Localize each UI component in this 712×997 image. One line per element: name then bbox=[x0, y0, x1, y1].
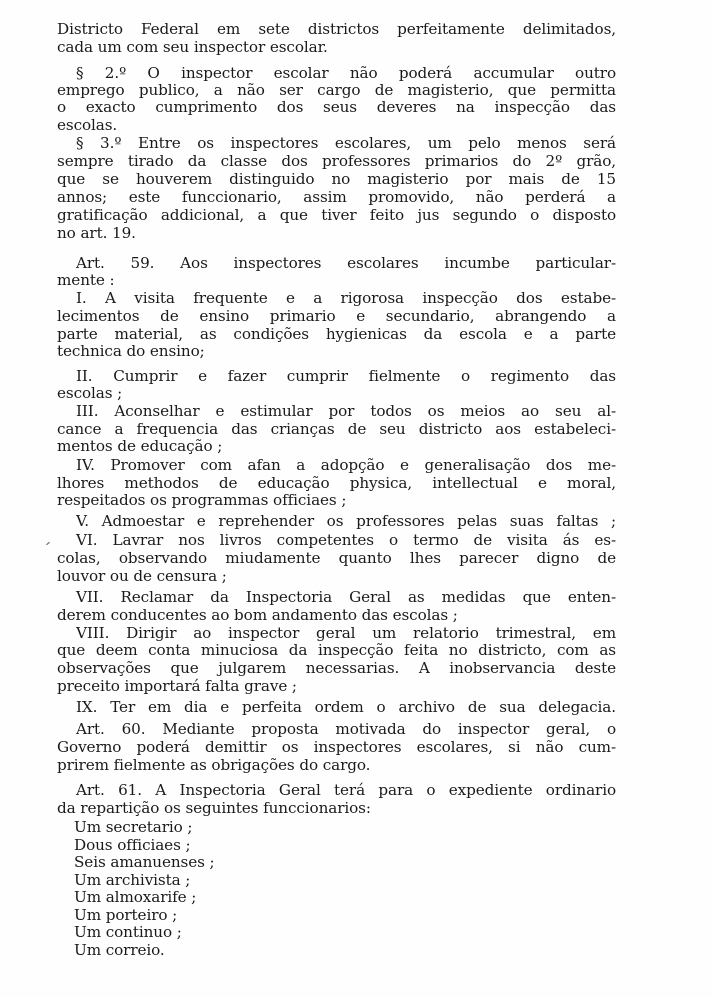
staff-list-item: Um almoxarife ; bbox=[74, 888, 197, 906]
text-line: Governo poderá demittir os inspectores escolares, si não cum- bbox=[57, 738, 616, 756]
staff-list-item: Um correio. bbox=[74, 940, 165, 959]
text-line: escolas. bbox=[57, 116, 118, 134]
text-line: II. Cumprir e fazer cumprir fielmente o regimento das bbox=[76, 367, 616, 385]
text-line: gratificação addicional, a que tiver feito jus segundo o disposto bbox=[57, 206, 616, 224]
text-line: annos; este funccionario, assim promovido, não perderá a bbox=[57, 188, 616, 206]
text-line: III. Aconselhar e estimular por todos os meios ao seu al- bbox=[76, 402, 616, 420]
text-line: louvor ou de censura ; bbox=[57, 567, 227, 585]
staff-list-item: Um secretario ; bbox=[74, 818, 193, 836]
text-line: o exacto cumprimento dos seus deveres na inspecção das bbox=[57, 98, 616, 116]
text-line: cada um com seu inspector escolar. bbox=[57, 38, 328, 56]
text-line: que deem conta minuciosa da inspecção feita no districto, com as bbox=[57, 641, 616, 659]
text-line: que se houverem distinguido no magisterio por mais de 15 bbox=[57, 170, 616, 188]
text-line: mentos de educação ; bbox=[57, 437, 223, 455]
text-line: respeitados os programmas officiaes ; bbox=[57, 491, 347, 509]
text-line: parte material, as condições hygienicas da escola e a parte bbox=[57, 325, 616, 343]
text-line: technica do ensino; bbox=[57, 342, 205, 360]
text-line: escolas ; bbox=[57, 384, 123, 402]
text-line: Art. 61. A Inspectoria Geral terá para o expediente ordinario bbox=[76, 781, 616, 799]
text-line: Art. 59. Aos inspectores escolares incumbe particular- bbox=[76, 254, 616, 272]
text-line: IX. Ter em dia e perfeita ordem o archivo de sua delegacia. bbox=[76, 698, 616, 716]
text-line: Art. 60. Mediante proposta motivada do inspector geral, o bbox=[76, 720, 616, 738]
text-line: no art. 19. bbox=[57, 224, 136, 242]
staff-list-item: Um continuo ; bbox=[74, 923, 182, 941]
text-line: IV. Promover com afan a adopção e generalisação dos me- bbox=[76, 456, 616, 474]
text-line: Districto Federal em sete districtos perfeitamente delimitados, bbox=[57, 20, 616, 38]
text-line: § 3.º Entre os inspectores escolares, um pelo menos será bbox=[76, 134, 616, 152]
text-line: VII. Reclamar da Inspectoria Geral as medidas que enten- bbox=[76, 588, 616, 606]
text-line: lhores methodos de educação physica, intellectual e moral, bbox=[57, 474, 616, 492]
text-line: prirem fielmente as obrigações do cargo. bbox=[57, 756, 371, 774]
text-line: da repartição os seguintes funccionarios: bbox=[57, 799, 371, 817]
margin-mark bbox=[46, 542, 50, 545]
staff-list-item: Um porteiro ; bbox=[74, 905, 178, 924]
staff-list-item: Seis amanuenses ; bbox=[74, 853, 215, 871]
text-line: § 2.º O inspector escolar não poderá accumular outro bbox=[76, 64, 616, 82]
text-line: V. Admoestar e reprehender os professores pelas suas faltas ; bbox=[76, 512, 616, 530]
text-line: emprego publico, a não ser cargo de magisterio, que permitta bbox=[57, 81, 616, 99]
staff-list-item: Dous officiaes ; bbox=[74, 835, 191, 854]
text-line: lecimentos de ensino primario e secundario, abrangendo a bbox=[57, 307, 616, 325]
text-line: cance a frequencia das crianças de seu districto aos estabeleci- bbox=[57, 420, 616, 438]
text-line: VIII. Dirigir ao inspector geral um relatorio trimestral, em bbox=[76, 624, 616, 642]
text-line: I. A visita frequente e a rigorosa inspecção dos estabe- bbox=[76, 289, 616, 307]
text-line: preceito importará falta grave ; bbox=[57, 677, 297, 695]
text-line: VI. Lavrar nos livros competentes o termo de visita ás es- bbox=[76, 531, 616, 549]
text-line: mente : bbox=[57, 271, 115, 289]
text-line: sempre tirado da classe dos professores primarios do 2º grão, bbox=[57, 152, 616, 170]
text-line: derem conducentes ao bom andamento das escolas ; bbox=[57, 606, 458, 624]
staff-list-item: Um archivista ; bbox=[74, 870, 191, 889]
text-line: observações que julgarem necessarias. A inobservancia deste bbox=[57, 659, 616, 677]
text-line: colas, observando miudamente quanto lhes parecer digno de bbox=[57, 549, 616, 567]
